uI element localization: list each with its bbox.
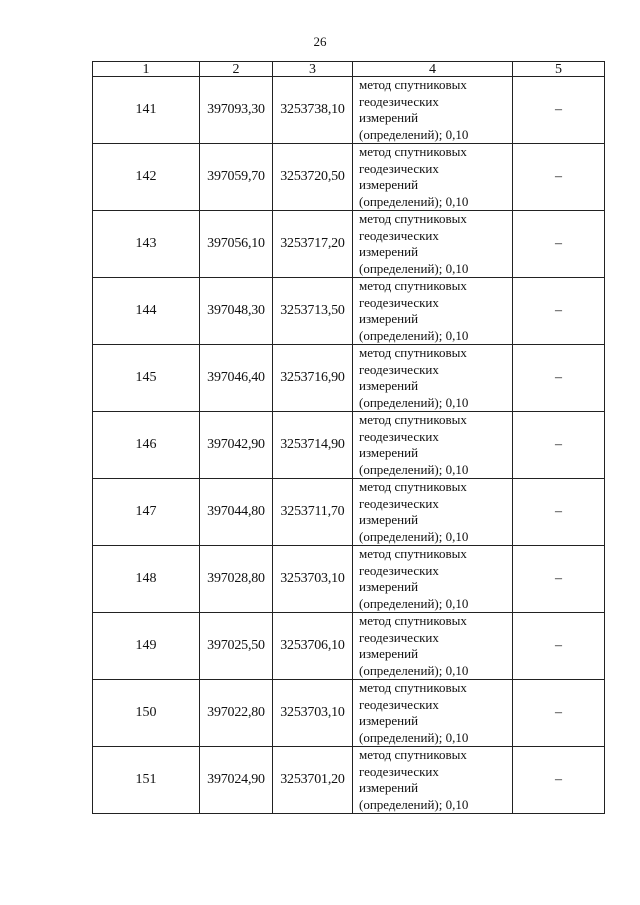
header-col-2: 2 (200, 62, 273, 77)
x-coordinate-cell: 397042,90 (200, 412, 273, 479)
x-coordinate-cell: 397056,10 (200, 211, 273, 278)
method-line: (определений); 0,10 (359, 595, 469, 611)
col5-cell: – (513, 546, 605, 613)
method-cell (353, 278, 513, 345)
method-line: (определений); 0,10 (359, 193, 469, 209)
y-coordinate-cell: 3253706,10 (273, 613, 353, 680)
method-line: измерений (359, 713, 419, 728)
method-cell (353, 211, 513, 278)
method-line: измерений (359, 512, 419, 527)
table-row (93, 412, 605, 479)
point-number-cell: 143 (93, 211, 200, 278)
col5-cell: – (513, 412, 605, 479)
x-coordinate-cell: 397028,80 (200, 546, 273, 613)
method-line: геодезических (359, 160, 439, 176)
x-coordinate-cell: 397093,30 (200, 77, 273, 144)
header-col-3: 3 (273, 62, 353, 77)
point-number-cell: 141 (93, 77, 200, 144)
method-line: метод спутниковых (359, 278, 467, 293)
method-line: измерений (359, 646, 419, 661)
table-header-row (93, 62, 605, 77)
method-cell (353, 412, 513, 479)
method-line: метод спутниковых (359, 747, 467, 762)
method-line: (определений); 0,10 (359, 394, 469, 410)
method-line: измерений (359, 244, 419, 259)
col5-cell: – (513, 211, 605, 278)
method-line: метод спутниковых (359, 211, 467, 226)
y-coordinate-cell: 3253703,10 (273, 546, 353, 613)
col5-cell: – (513, 345, 605, 412)
table-row (93, 211, 605, 278)
point-number-cell: 147 (93, 479, 200, 546)
y-coordinate-cell: 3253720,50 (273, 144, 353, 211)
method-line: метод спутниковых (359, 345, 467, 360)
method-cell (353, 479, 513, 546)
y-coordinate-cell: 3253717,20 (273, 211, 353, 278)
table-row (93, 144, 605, 211)
table-row (93, 77, 605, 144)
method-cell (353, 77, 513, 144)
header-col-4: 4 (353, 62, 513, 77)
table-row (93, 747, 605, 814)
method-line: геодезических (359, 562, 439, 578)
method-line: геодезических (359, 294, 439, 310)
method-line: (определений); 0,10 (359, 260, 469, 276)
y-coordinate-cell: 3253703,10 (273, 680, 353, 747)
method-line: метод спутниковых (359, 613, 467, 628)
method-line: метод спутниковых (359, 144, 467, 159)
y-coordinate-cell: 3253701,20 (273, 747, 353, 814)
col5-cell: – (513, 747, 605, 814)
method-line: геодезических (359, 361, 439, 377)
coordinates-table (92, 61, 605, 814)
method-line: измерений (359, 378, 419, 393)
method-line: (определений); 0,10 (359, 461, 469, 477)
y-coordinate-cell: 3253714,90 (273, 412, 353, 479)
x-coordinate-cell: 397046,40 (200, 345, 273, 412)
y-coordinate-cell: 3253716,90 (273, 345, 353, 412)
method-line: измерений (359, 579, 419, 594)
method-line: метод спутниковых (359, 77, 467, 92)
table-row (93, 479, 605, 546)
method-line: геодезических (359, 629, 439, 645)
header-col-1: 1 (93, 62, 200, 77)
point-number-cell: 148 (93, 546, 200, 613)
table-row (93, 546, 605, 613)
method-line: (определений); 0,10 (359, 528, 469, 544)
method-line: (определений); 0,10 (359, 796, 469, 812)
method-cell (353, 345, 513, 412)
method-cell (353, 546, 513, 613)
page-number: 26 (313, 34, 327, 49)
col5-cell: – (513, 278, 605, 345)
method-line: геодезических (359, 696, 439, 712)
table-row (93, 345, 605, 412)
method-line: измерений (359, 445, 419, 460)
point-number-cell: 149 (93, 613, 200, 680)
y-coordinate-cell: 3253713,50 (273, 278, 353, 345)
table-row (93, 613, 605, 680)
method-cell (353, 613, 513, 680)
col5-cell: – (513, 144, 605, 211)
point-number-cell: 142 (93, 144, 200, 211)
point-number-cell: 145 (93, 345, 200, 412)
x-coordinate-cell: 397022,80 (200, 680, 273, 747)
method-line: геодезических (359, 428, 439, 444)
method-cell (353, 680, 513, 747)
method-line: (определений); 0,10 (359, 662, 469, 678)
y-coordinate-cell: 3253738,10 (273, 77, 353, 144)
method-line: метод спутниковых (359, 412, 467, 427)
method-line: измерений (359, 110, 419, 125)
method-line: измерений (359, 311, 419, 326)
point-number-cell: 146 (93, 412, 200, 479)
point-number-cell: 151 (93, 747, 200, 814)
method-line: геодезических (359, 227, 439, 243)
method-line: (определений); 0,10 (359, 327, 469, 343)
method-line: измерений (359, 780, 419, 795)
col5-cell: – (513, 77, 605, 144)
method-line: метод спутниковых (359, 546, 467, 561)
method-cell (353, 747, 513, 814)
method-line: метод спутниковых (359, 479, 467, 494)
x-coordinate-cell: 397059,70 (200, 144, 273, 211)
header-col-5: 5 (513, 62, 605, 77)
y-coordinate-cell: 3253711,70 (273, 479, 353, 546)
method-cell (353, 144, 513, 211)
method-line: геодезических (359, 495, 439, 511)
method-line: геодезических (359, 93, 439, 109)
method-line: измерений (359, 177, 419, 192)
table-row (93, 278, 605, 345)
x-coordinate-cell: 397025,50 (200, 613, 273, 680)
x-coordinate-cell: 397024,90 (200, 747, 273, 814)
point-number-cell: 144 (93, 278, 200, 345)
method-line: (определений); 0,10 (359, 126, 469, 142)
method-line: (определений); 0,10 (359, 729, 469, 745)
col5-cell: – (513, 479, 605, 546)
table-row (93, 680, 605, 747)
method-line: метод спутниковых (359, 680, 467, 695)
x-coordinate-cell: 397044,80 (200, 479, 273, 546)
method-line: геодезических (359, 763, 439, 779)
col5-cell: – (513, 613, 605, 680)
point-number-cell: 150 (93, 680, 200, 747)
col5-cell: – (513, 680, 605, 747)
x-coordinate-cell: 397048,30 (200, 278, 273, 345)
